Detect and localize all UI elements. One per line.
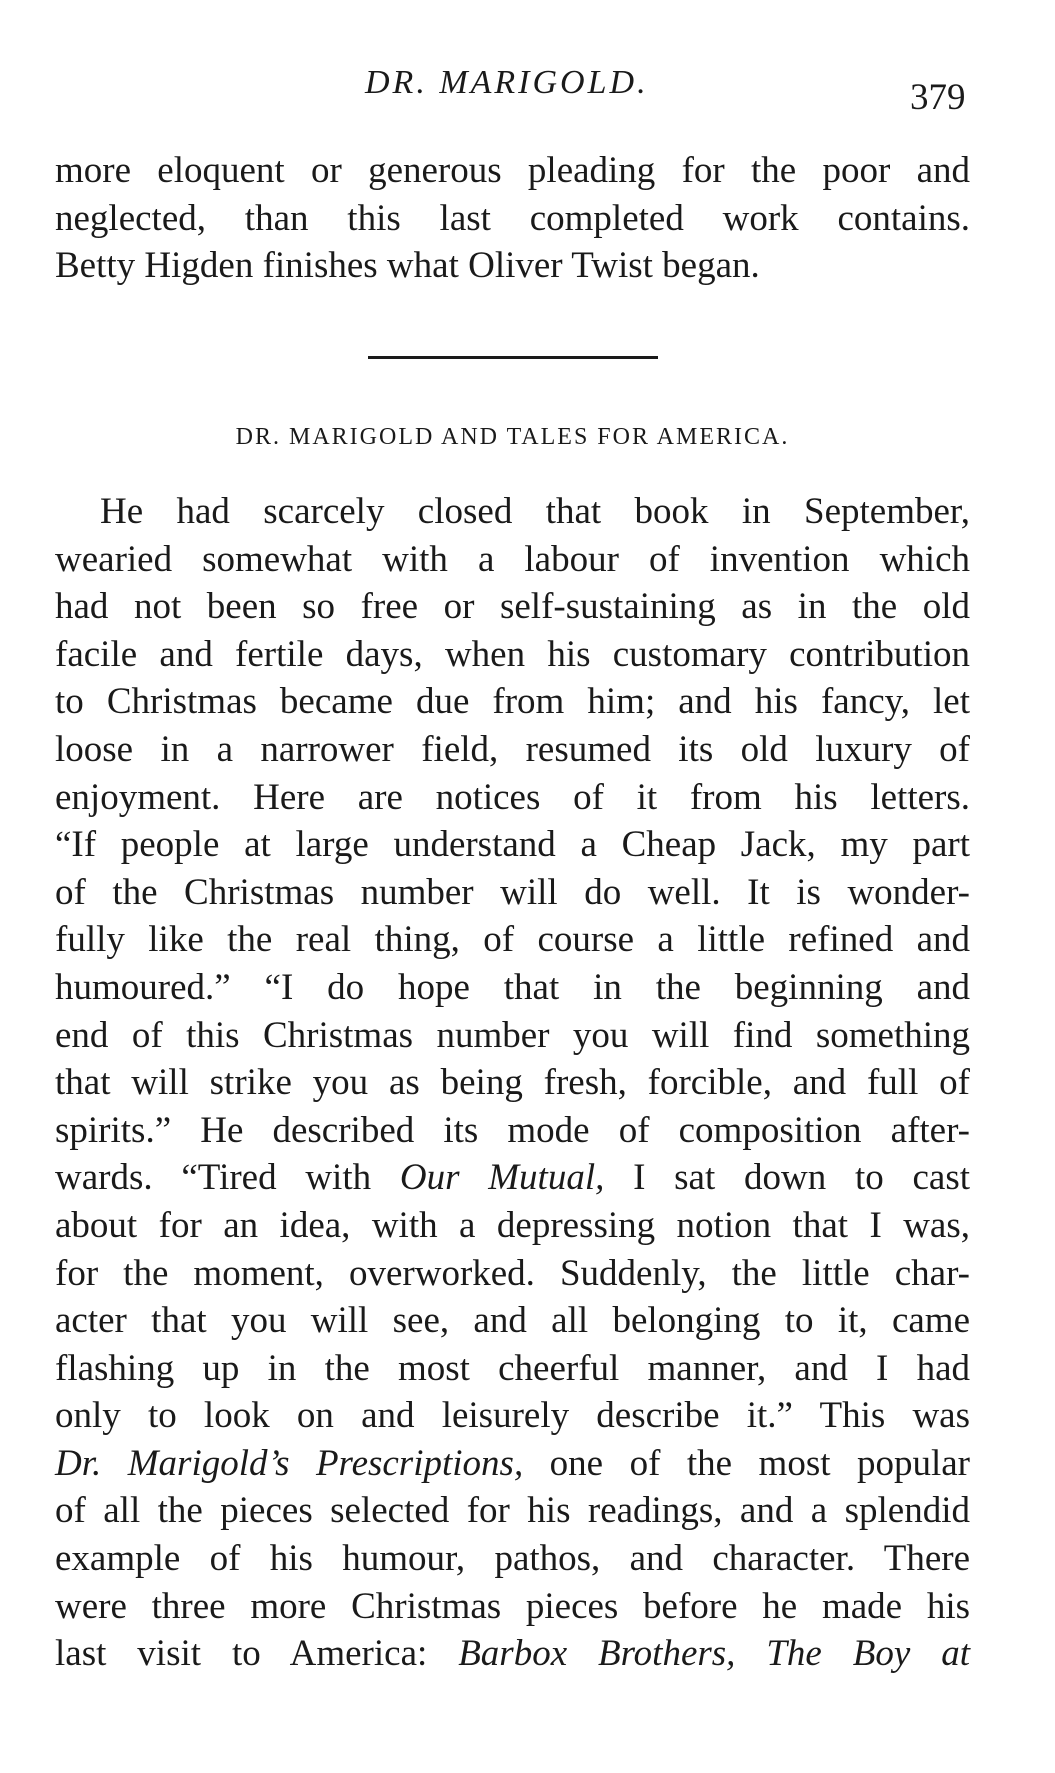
text-line: neglected, than this last completed work contains. <box>55 197 970 239</box>
text-line: acter that you will see, and all belonging to it, came <box>55 1300 970 1342</box>
page-number: 379 <box>910 77 966 118</box>
text-line: wearied somewhat with a labour of invention which <box>55 538 970 580</box>
text-segment: one of the most popular <box>523 1442 970 1484</box>
text-line: that will strike you as being fresh, forcible, and full of <box>55 1062 970 1104</box>
section-divider <box>368 356 658 359</box>
text-line: fully like the real thing, of course a little refined and <box>55 919 970 961</box>
italic-title: Dr. Marigold’s Prescriptions, <box>55 1442 524 1484</box>
text-line: flashing up in the most cheerful manner, and I had <box>55 1347 970 1389</box>
text-line: of all the pieces selected for his readings, and a splendid <box>55 1490 970 1532</box>
text-line: spirits.” He described its mode of composition after- <box>55 1109 970 1151</box>
text-line <box>55 1630 970 1678</box>
text-segment: This was <box>792 1395 970 1437</box>
text-line: were three more Christmas pieces before he made his <box>55 1585 970 1627</box>
paragraph-continued <box>55 147 970 290</box>
text-segment: last visit to America: <box>55 1633 459 1675</box>
text-line <box>55 1392 970 1440</box>
text-segment: only to look on and leisurely describe it.” <box>55 1395 793 1437</box>
text-line <box>55 1154 970 1202</box>
text-line: “If people at large understand a Cheap Jack, my part <box>55 824 970 866</box>
text-line: had not been so free or self-sustaining as in the old <box>55 586 970 628</box>
section-heading: DR. MARIGOLD AND TALES FOR AMERICA. <box>235 424 790 450</box>
text-segment: wards. “Tired with <box>55 1157 400 1199</box>
text-line: He had scarcely closed that book in September, <box>100 491 970 532</box>
text-line: humoured.” “I do hope that in the beginning and <box>55 966 970 1008</box>
text-line: Betty Higden finishes what Oliver Twist began. <box>55 245 760 287</box>
text-line: to Christmas became due from him; and his fancy, let <box>55 681 970 723</box>
text-line: end of this Christmas number you will find something <box>55 1014 970 1056</box>
italic-title: Our Mutual, <box>399 1157 605 1199</box>
text-line: loose in a narrower field, resumed its old luxury of <box>55 728 970 770</box>
text-line: more eloquent or generous pleading for the poor and <box>55 150 970 191</box>
text-line: enjoyment. Here are notices of it from his letters. <box>55 776 970 818</box>
text-line <box>55 1440 970 1488</box>
italic-title: Barbox Brothers, The Boy at <box>458 1633 970 1675</box>
text-line: of the Christmas number will do well. It is wonder- <box>55 871 970 913</box>
text-line: facile and fertile days, when his customary contribution <box>55 633 970 675</box>
running-head-title: DR. MARIGOLD. <box>365 64 649 101</box>
text-line: about for an idea, with a depressing notion that I was, <box>55 1204 970 1246</box>
text-line: example of his humour, pathos, and character. There <box>55 1538 970 1580</box>
text-line: for the moment, overworked. Suddenly, the little char- <box>55 1252 970 1294</box>
paragraph-body <box>55 488 970 1678</box>
text-segment: I sat down to cast <box>604 1157 971 1199</box>
